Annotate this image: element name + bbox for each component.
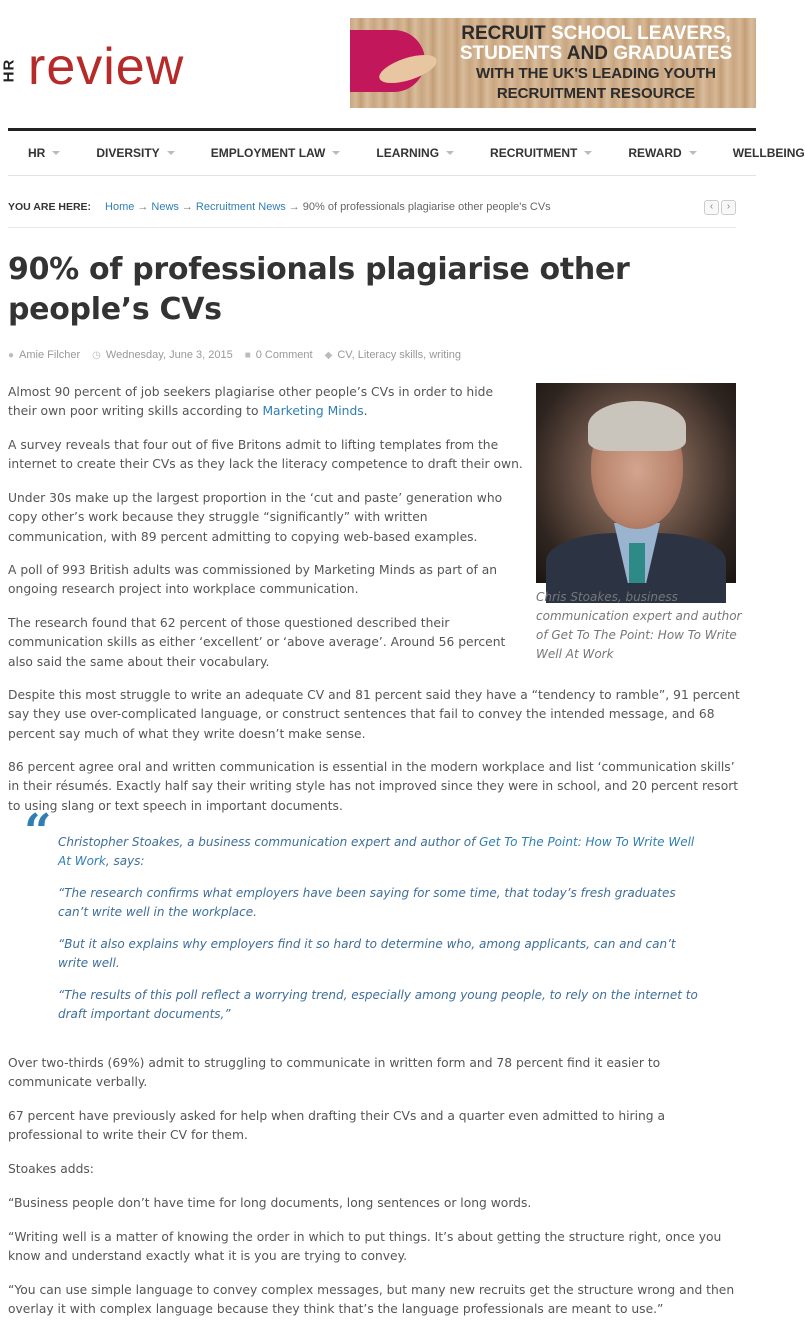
paragraph: Over two-thirds (69%) admit to struggling to communicate in written form and 78 percent find it easier to communicate verbally. [8, 1056, 661, 1090]
chevron-down-icon [332, 151, 340, 155]
logo-text: review [28, 38, 185, 96]
article-comments[interactable]: 0 Comment [255, 349, 313, 361]
tag-icon: ◆ [324, 349, 333, 361]
paragraph: Stoakes adds: [8, 1162, 94, 1176]
nav-item-employment-law[interactable]: EMPLOYMENT LAW [211, 146, 341, 160]
banner-line2-b: AND [566, 43, 614, 64]
quote-paragraph: “But it also explains why employers find it so hard to determine who, among applicants, can and can’t write well. [58, 937, 676, 970]
paragraph: The research found that 62 percent of those questioned described their communication skills as either ‘excellent’ or ‘above average’. Around 56 percent also said the same about their vocabulary. [8, 616, 506, 669]
marketing-minds-link[interactable]: Marketing Minds [262, 404, 364, 419]
paragraph: “Business people don’t have time for long documents, long sentences or long words. [8, 1196, 532, 1210]
article-meta [8, 349, 461, 361]
next-article-button[interactable]: › [721, 200, 736, 215]
site-logo[interactable] [0, 38, 185, 96]
banner-line2-a: STUDENTS [459, 43, 567, 64]
photo-caption: Chris Stoakes, business communication expert and author of Get To The Point: How To Write Well At Work [536, 590, 742, 661]
breadcrumb [8, 190, 736, 228]
nav-item-diversity[interactable]: DIVERSITY [96, 146, 174, 160]
breadcrumb-home[interactable]: Home [105, 200, 135, 213]
breadcrumb-arrow: → [181, 200, 193, 213]
article-title: 90% of professionals plagiarise other people’s CVs [8, 252, 630, 327]
chevron-down-icon [689, 151, 697, 155]
banner-line3: WITH THE UK'S LEADING YOUTH [476, 65, 716, 82]
chevron-down-icon [446, 151, 454, 155]
paragraph: Despite this most struggle to write an adequate CV and 81 percent said they have a “tendency to ramble”, 91 percent say they use over-complicated language, or construct sentences that fail to convey the intended message, and 68 percent say much of what they write doesn’t make sense. [8, 688, 740, 741]
breadcrumb-current: 90% of professionals plagiarise other people's CVs [302, 200, 551, 213]
article-author[interactable]: Amie Filcher [19, 349, 81, 361]
paragraph: A survey reveals that four out of five Britons admit to lifting templates from the internet to create their CVs as they lack the literacy competence to draft their own. [8, 438, 523, 472]
breadcrumb-arrow: → [288, 200, 300, 213]
comment-icon: ■ [244, 349, 251, 361]
banner-line4: RECRUITMENT RESOURCE [496, 85, 696, 102]
nav-item-wellbeing[interactable]: WELLBEING [732, 146, 805, 160]
paragraph: Almost 90 percent of job seekers plagiarise other people’s CVs in order to hide their own poor writing skills according to Marketing Minds. [8, 385, 494, 419]
breadcrumb-news[interactable]: News [151, 200, 179, 213]
breadcrumb-arrow: → [137, 200, 149, 213]
quote-paragraph: Christopher Stoakes, a business communication expert and author of Get To The Point: How To Write Well At Work, says: [58, 835, 695, 868]
breadcrumb-recruitment-news[interactable]: Recruitment News [195, 200, 286, 213]
paragraph: 67 percent have previously asked for help when drafting their CVs and a quarter even admitted to hiring a professional to write their CV for them. [8, 1109, 666, 1143]
quote-icon: “ [24, 804, 52, 860]
paragraph: “Writing well is a matter of knowing the order in which to put things. It’s about getting the structure right, once you know and understand exactly what it is you are trying to convey. [8, 1230, 722, 1264]
prev-article-button[interactable]: ‹ [704, 200, 719, 215]
nav-item-reward[interactable]: REWARD [628, 146, 696, 160]
author-photo [536, 383, 736, 583]
nav-item-recruitment[interactable]: RECRUITMENT [490, 146, 592, 160]
article-date: Wednesday, June 3, 2015 [105, 349, 233, 361]
logo-prefix: HR [0, 58, 18, 83]
article-tags[interactable]: CV, Literacy skills, writing [337, 349, 461, 361]
paragraph: A poll of 993 British adults was commissioned by Marketing Minds as part of an ongoing research project into workplace communication. [8, 563, 498, 597]
chevron-down-icon [52, 151, 60, 155]
chevron-down-icon [167, 151, 175, 155]
banner-ad[interactable] [350, 18, 756, 108]
breadcrumb-label: YOU ARE HERE: [8, 200, 92, 213]
banner-text [440, 24, 752, 104]
nav-item-hr[interactable]: HR [28, 146, 60, 160]
clock-icon: ◷ [92, 349, 101, 361]
book-link[interactable]: Get To The Point: How To Write Well At Work [58, 835, 695, 868]
banner-line1-light: SCHOOL LEAVERS, [550, 23, 731, 44]
user-icon: ● [8, 349, 15, 361]
paragraph: Under 30s make up the largest proportion in the ‘cut and paste’ generation who copy other’s work because they struggle “significantly” with written communication, with 89 percent admitting to copying web-based examples. [8, 491, 503, 544]
nav-item-learning[interactable]: LEARNING [376, 146, 454, 160]
main-nav [8, 128, 805, 176]
chevron-down-icon [584, 151, 592, 155]
quote-paragraph: “The results of this poll reflect a worrying trend, especially among young people, to rely on the internet to draft important documents,” [58, 988, 698, 1021]
banner-line1-dark: RECRUIT [461, 23, 551, 44]
paragraph: 86 percent agree oral and written communication is essential in the modern workplace and list ‘communication skills’ in their résumés. Exactly half say their writing style has not improved since they were in school, and 20 percent resort to using slang or text speech in important documents. [8, 760, 739, 813]
quote-paragraph: “The research confirms what employers have been saying for some time, that today’s fresh graduates can’t write well in the workplace. [58, 886, 676, 919]
banner-line2-c: GRADUATES [613, 43, 733, 64]
paragraph: “You can use simple language to convey complex messages, but many new recruits get the structure wrong and then overlay it with complex language because they think that’s the language professionals are meant to use.” [8, 1283, 735, 1317]
